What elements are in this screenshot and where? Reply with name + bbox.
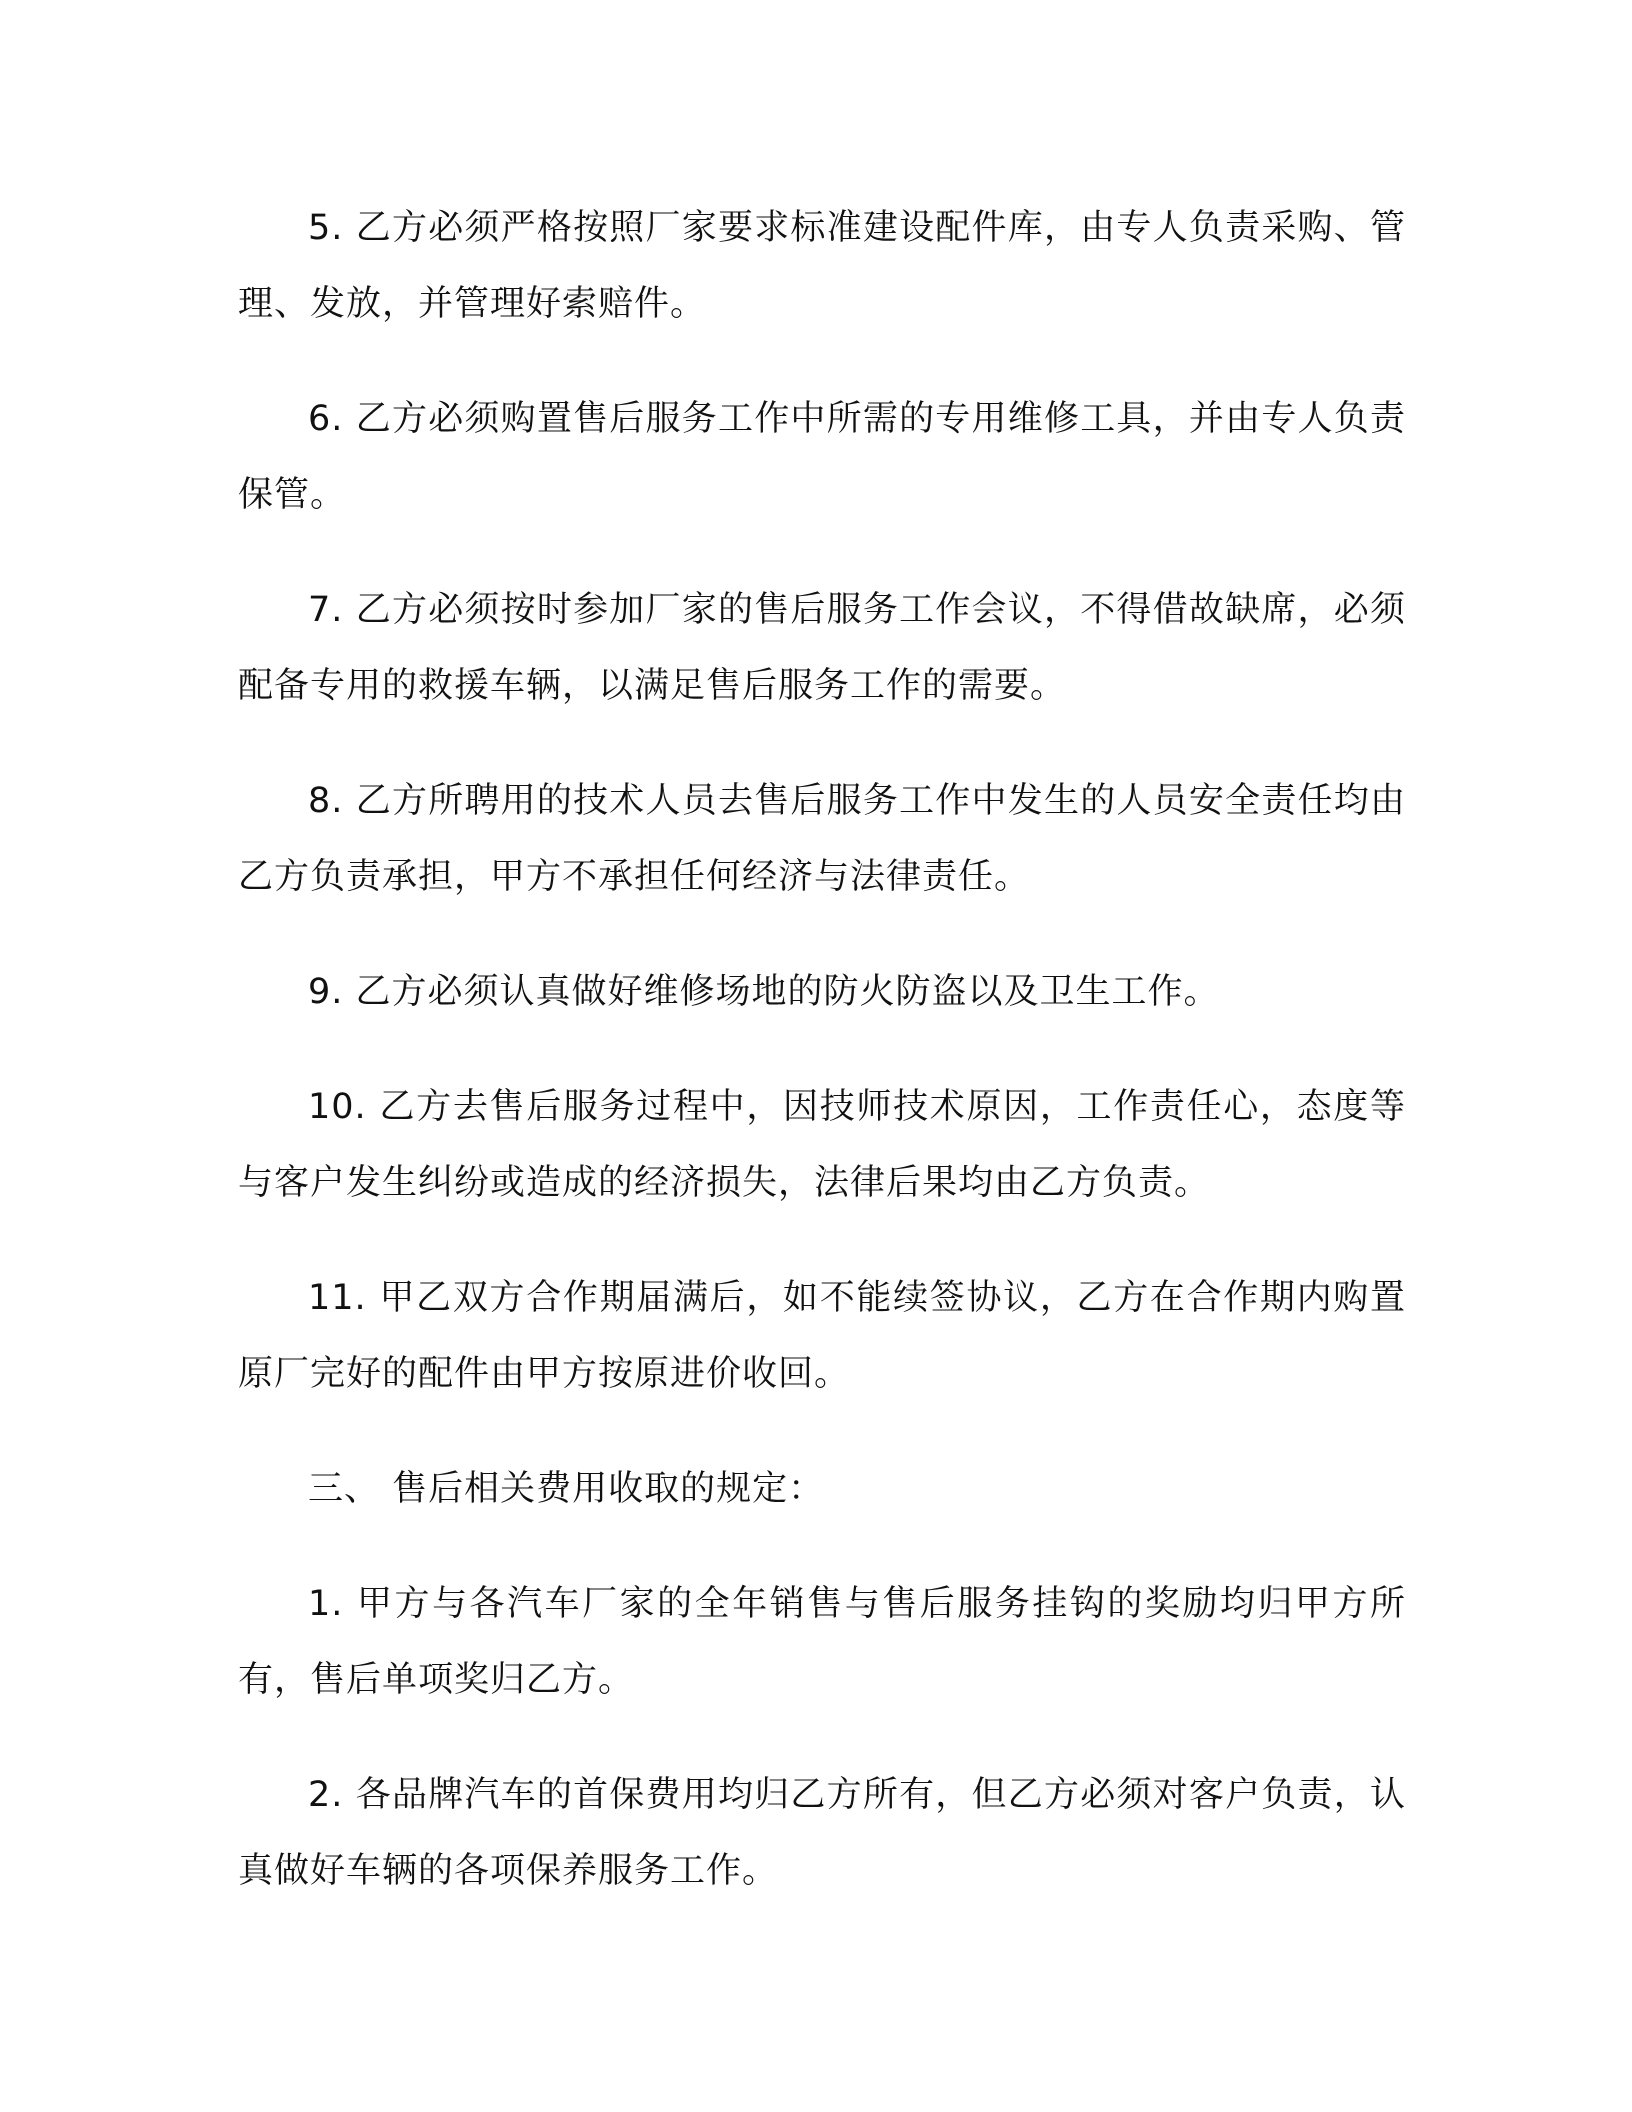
clause-7: 7. 乙方必须按时参加厂家的售后服务工作会议，不得借故缺席，必须配备专用的救援车辆，以满足售后服务工作的需要。 [238,590,1406,706]
document-body [238,190,1406,1948]
clause-9: 9. 乙方必须认真做好维修场地的防火防盗以及卫生工作。 [308,972,1220,1012]
clause-5: 5. 乙方必须严格按照厂家要求标准建设配件库，由专人负责采购、管理、发放，并管理好索赔件。 [238,208,1406,324]
clause-6: 6. 乙方必须购置售后服务工作中所需的专用维修工具，并由专人负责保管。 [238,399,1406,515]
clause-11: 11. 甲乙双方合作期届满后，如不能续签协议，乙方在合作期内购置原厂完好的配件由甲方按原进价收回。 [238,1278,1406,1394]
clause-8: 8. 乙方所聘用的技术人员去售后服务工作中发生的人员安全责任均由乙方负责承担，甲方不承担任何经济与法律责任。 [238,781,1406,897]
clause-10: 10. 乙方去售后服务过程中，因技师技术原因，工作责任心，态度等与客户发生纠纷或造成的经济损失，法律后果均由乙方负责。 [238,1087,1406,1203]
fee-clause-1: 1. 甲方与各汽车厂家的全年销售与售后服务挂钩的奖励均归甲方所有，售后单项奖归乙方。 [238,1584,1406,1700]
fee-clause-2: 2. 各品牌汽车的首保费用均归乙方所有，但乙方必须对客户负责，认真做好车辆的各项保养服务工作。 [238,1775,1406,1891]
section-heading-3: 三、 售后相关费用收取的规定： [308,1469,825,1509]
